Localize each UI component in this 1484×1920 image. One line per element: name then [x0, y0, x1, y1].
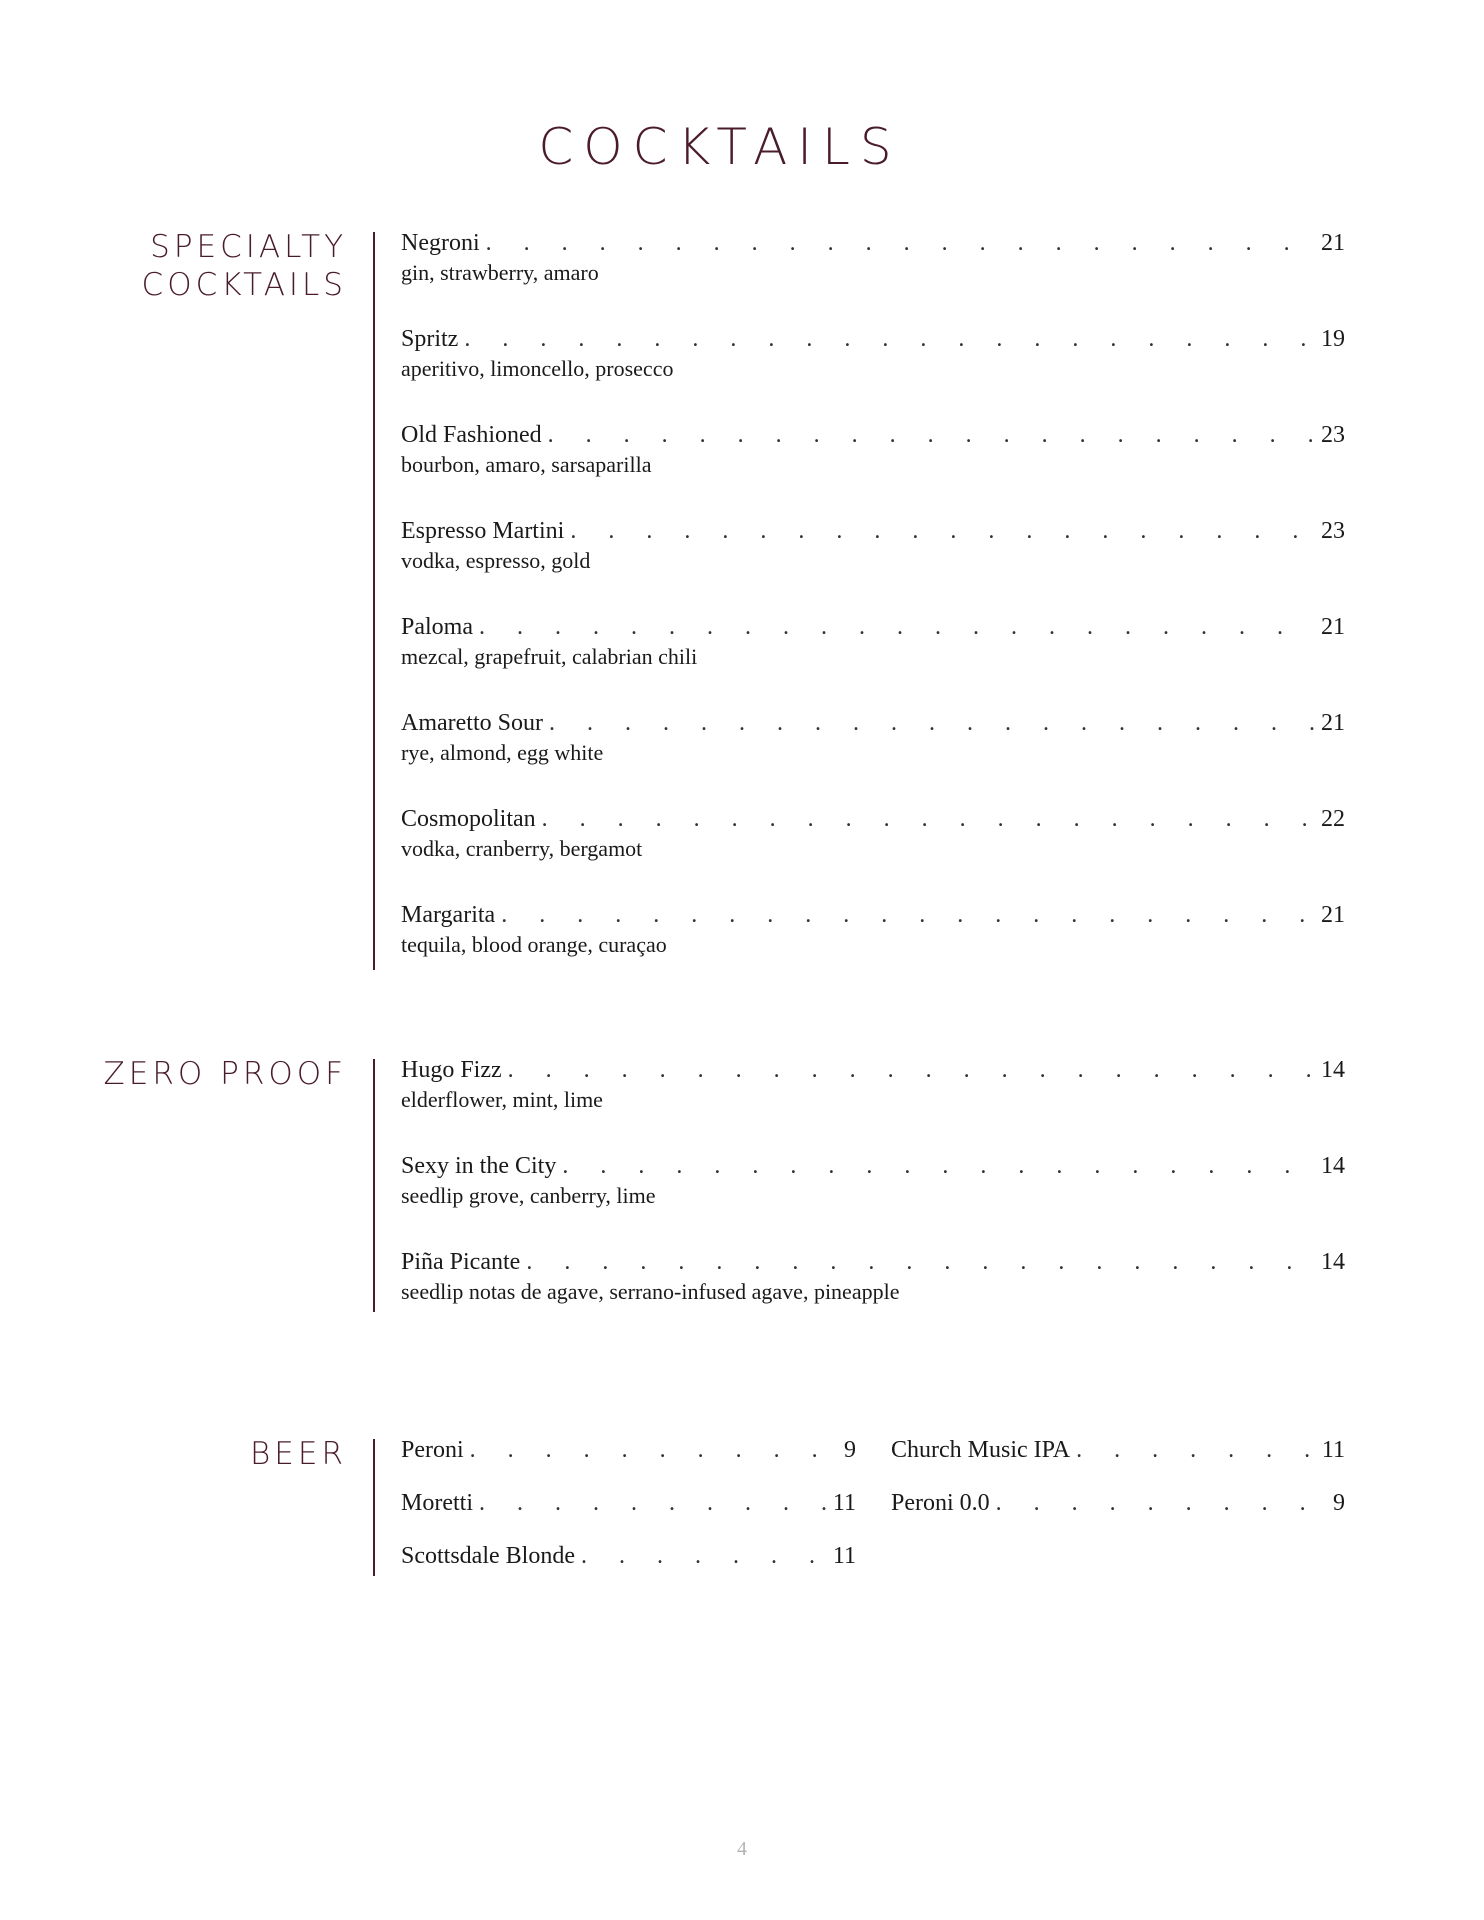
- item-name: Espresso Martini: [401, 518, 565, 544]
- item-name: Scottsdale Blonde: [401, 1543, 575, 1569]
- item-description: seedlip notas de agave, serrano-infused agave, pineapple: [401, 1279, 900, 1304]
- item-name: Old Fashioned: [401, 422, 542, 448]
- menu-item: [401, 1488, 856, 1541]
- item-price: 23: [1321, 518, 1345, 544]
- item-price: 21: [1321, 230, 1345, 256]
- section-heading-line: COCKTAILS: [141, 267, 347, 303]
- item-price: 11: [832, 1543, 856, 1569]
- item-price: 11: [832, 1490, 856, 1516]
- item-description: aperitivo, limoncello, prosecco: [401, 356, 674, 381]
- item-price: 23: [1321, 422, 1345, 448]
- beer-column-left: [401, 1435, 856, 1594]
- item-description: seedlip grove, canberry, lime: [401, 1183, 656, 1208]
- menu-item: [401, 420, 1345, 516]
- item-price: 21: [1321, 902, 1345, 928]
- dot-leader: [486, 228, 1315, 258]
- item-name: Cosmopolitan: [401, 806, 536, 832]
- menu-item: [401, 612, 1345, 708]
- item-name: Peroni 0.0: [891, 1490, 990, 1516]
- item-name: Moretti: [401, 1490, 473, 1516]
- menu-item: [401, 1541, 856, 1594]
- dot-leader: [508, 1055, 1315, 1085]
- item-name: Amaretto Sour: [401, 710, 543, 736]
- item-name: Piña Picante: [401, 1249, 521, 1275]
- item-description: mezcal, grapefruit, calabrian chili: [401, 644, 698, 669]
- menu-item: [401, 804, 1345, 900]
- dot-leader: [548, 420, 1315, 450]
- item-name: Church Music IPA: [891, 1437, 1071, 1463]
- page-number: 4: [737, 1838, 747, 1860]
- menu-item: [401, 900, 1345, 996]
- dot-leader: [570, 516, 1315, 546]
- menu-item: [401, 1247, 1345, 1343]
- dot-leader: [562, 1151, 1315, 1181]
- menu-item-list: [401, 1055, 1345, 1343]
- item-price: 22: [1321, 806, 1345, 832]
- section-divider: [373, 232, 375, 970]
- section-divider: [373, 1439, 375, 1576]
- dot-leader: [501, 900, 1315, 930]
- dot-leader: [996, 1488, 1327, 1518]
- item-description: bourbon, amaro, sarsaparilla: [401, 452, 652, 477]
- item-price: 11: [1321, 1437, 1345, 1463]
- item-name: Margarita: [401, 902, 496, 928]
- item-description: tequila, blood orange, curaçao: [401, 932, 667, 957]
- menu-item: [401, 1151, 1345, 1247]
- dot-leader: [1076, 1435, 1316, 1465]
- section-heading: BEER: [249, 1436, 347, 1472]
- dot-leader: [526, 1247, 1315, 1277]
- section-heading: ZERO PROOF: [103, 1056, 347, 1092]
- item-price: 14: [1321, 1057, 1345, 1083]
- page-title: COCKTAILS: [538, 118, 902, 176]
- menu-item: [401, 228, 1345, 324]
- item-name: Negroni: [401, 230, 480, 256]
- dot-leader: [581, 1541, 827, 1571]
- item-price: 19: [1321, 326, 1345, 352]
- item-description: elderflower, mint, lime: [401, 1087, 603, 1112]
- dot-leader: [479, 1488, 827, 1518]
- beer-column-right: [891, 1435, 1345, 1541]
- item-description: vodka, cranberry, bergamot: [401, 836, 643, 861]
- item-description: rye, almond, egg white: [401, 740, 604, 765]
- menu-item: [891, 1488, 1345, 1541]
- menu-item: [891, 1435, 1345, 1488]
- menu-item: [401, 708, 1345, 804]
- item-price: 14: [1321, 1249, 1345, 1275]
- section-heading: [142, 228, 347, 304]
- item-price: 9: [1333, 1490, 1345, 1516]
- item-name: Paloma: [401, 614, 473, 640]
- section-heading-line: SPECIALTY: [150, 229, 347, 265]
- item-name: Spritz: [401, 326, 459, 352]
- dot-leader: [470, 1435, 838, 1465]
- item-name: Peroni: [401, 1437, 464, 1463]
- dot-leader: [479, 612, 1315, 642]
- item-name: Hugo Fizz: [401, 1057, 502, 1083]
- dot-leader: [549, 708, 1315, 738]
- item-description: vodka, espresso, gold: [401, 548, 591, 573]
- item-name: Sexy in the City: [401, 1153, 557, 1179]
- menu-item: [401, 1435, 856, 1488]
- dot-leader: [542, 804, 1315, 834]
- menu-item-list: [401, 228, 1345, 996]
- dot-leader: [464, 324, 1315, 354]
- item-price: 21: [1321, 710, 1345, 736]
- item-description: gin, strawberry, amaro: [401, 260, 599, 285]
- item-price: 14: [1321, 1153, 1345, 1179]
- item-price: 21: [1321, 614, 1345, 640]
- menu-item: [401, 1055, 1345, 1151]
- menu-item: [401, 516, 1345, 612]
- menu-item: [401, 324, 1345, 420]
- section-divider: [373, 1059, 375, 1312]
- item-price: 9: [844, 1437, 856, 1463]
